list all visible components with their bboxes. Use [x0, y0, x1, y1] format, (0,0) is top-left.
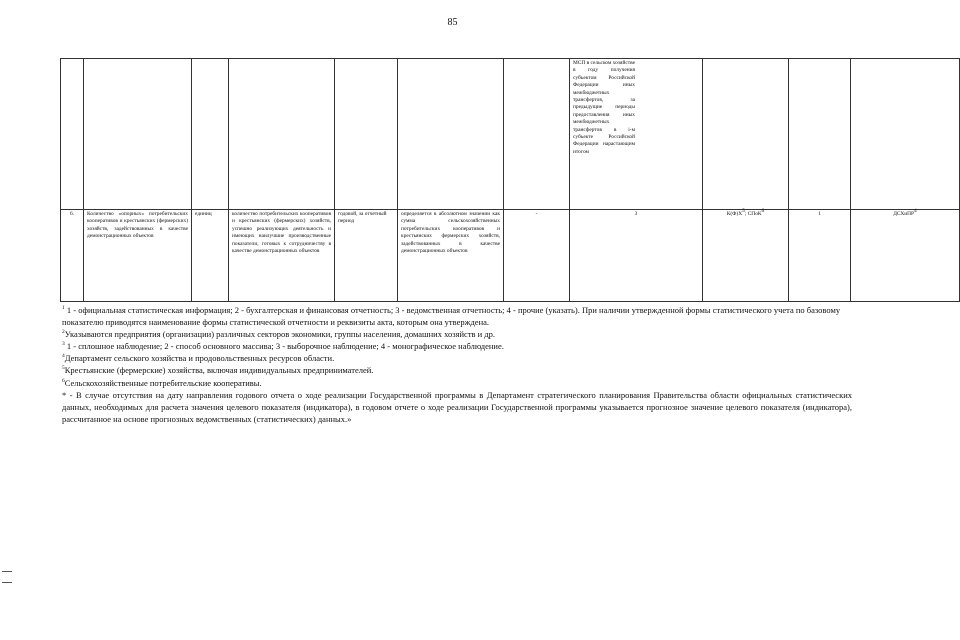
units-observed-sup2: 6	[761, 208, 765, 215]
responsible-sup: 4	[914, 208, 917, 215]
cell-base-indicator-continuation: МСП в сельском хозяйстве в году получения субъектом Российской Федерации иных межбюджетных трансфертов, за предыдущие периоды предоставления иных межбюджетных трансфертов в i-м субъекте Российской Федерации нарастающим итогом	[570, 59, 703, 210]
cell-empty	[192, 59, 229, 210]
cell-responsible	[851, 210, 960, 302]
footnote-1	[62, 304, 852, 328]
footnote-5	[62, 364, 852, 376]
cell-empty	[504, 59, 570, 210]
footnote-5-text: Крестьянские (фермерские) хозяйства, включая индивидуальных предпринимателей.	[64, 365, 374, 376]
footnote-2-text: Указываются предприятия (организации) различных секторов экономики, группы населения, домашних хозяйств и др.	[64, 329, 496, 340]
responsible-text: ДСХиПР	[893, 211, 915, 217]
cell-empty	[703, 59, 789, 210]
footnote-2	[62, 328, 852, 340]
cell-source: 3	[570, 210, 703, 302]
cell-empty	[851, 59, 960, 210]
cell-empty	[335, 59, 398, 210]
footnote-6	[62, 377, 852, 389]
cell-empty	[229, 59, 335, 210]
table-row-continuation	[61, 59, 960, 210]
table-row-6	[61, 210, 960, 302]
footnote-4-mark: 4	[62, 353, 65, 360]
footnote-6-text: Сельскохозяйственные потребительские кооперативы.	[64, 377, 262, 388]
footnote-3-text: 1 - сплошное наблюдение; 2 - способ основного массива; 3 - выборочное наблюдение; 4 - монографическое наблюдение.	[64, 341, 504, 352]
cell-empty	[398, 59, 504, 210]
footnote-5-mark: 5	[62, 365, 65, 372]
cell-indicator-name: Количество «опорных» потребительских кооперативов и крестьянских (фермерских) хозяйств, задействованных в качестве демонстрационных объектов	[84, 210, 192, 302]
cell-periodicity: годовой, за отчетный период	[335, 210, 398, 302]
cell-definition: количество потребительских кооперативов и крестьянских (фермерских) хозяйств, успешно реализующих деятельность и имеющих наилучшие производственные показатели, готовых к сотрудничеству в качестве демонстрационных объектов	[229, 210, 335, 302]
footnote-4-text: Департамент сельского хозяйства и продовольственных ресурсов области.	[64, 353, 335, 364]
margin-mark	[2, 582, 12, 583]
footnote-1-mark: 1	[62, 305, 65, 312]
cell-empty	[61, 59, 84, 210]
cell-empty	[789, 59, 851, 210]
footnote-star: * - В случае отсутствия на дату направления годового отчета о ходе реализации Государственной программы в Департамент стратегического планирования Правительства области официальных статистических данных, необходимых для расчета значения целевого показателя (индикатора), в годовом отчете о ходе реализации Государственной программы указывается прогнозное значение целевого показателя (индикатора), рассчитанное на основе прогнозных ведомственных (статистических) данных.»	[62, 389, 852, 424]
units-observed-b: ; СПоК	[744, 211, 762, 217]
footnote-6-mark: 6	[62, 377, 65, 384]
units-observed-a: К(Ф)Х	[726, 211, 743, 217]
units-observed-sup1: 5	[742, 208, 745, 215]
footnote-2-mark: 2	[62, 329, 65, 336]
cell-units-observed	[703, 210, 789, 302]
footnote-3	[62, 340, 852, 352]
footnote-1-text: 1 - официальная статистическая информация; 2 - бухгалтерская и финансовая отчетность; 3 - ведомственная отчетность; 4 - прочие (указать). При наличии утвержденной формы статистического учета по базовому показателю приводятся наименование формы статистической отчетности и реквизиты акта, которым она утверждена.	[62, 305, 841, 328]
margin-mark	[2, 571, 12, 572]
cell-collection-method: 1	[789, 210, 851, 302]
cell-row-number: 6.	[61, 210, 84, 302]
footnote-4	[62, 352, 852, 364]
cell-method: определяется в абсолютном значении как сумма сельскохозяйственных потребительских кооперативов и крестьянских фермерских хозяйств, задействованных в качестве демонстрационных объектов	[398, 210, 504, 302]
footnotes	[62, 304, 852, 425]
indicators-table	[60, 58, 960, 302]
page-number: 85	[447, 17, 458, 28]
cell-empty	[84, 59, 192, 210]
cell-base-indicators: -	[504, 210, 570, 302]
cell-unit: единиц	[192, 210, 229, 302]
footnote-3-mark: 3	[62, 341, 65, 348]
